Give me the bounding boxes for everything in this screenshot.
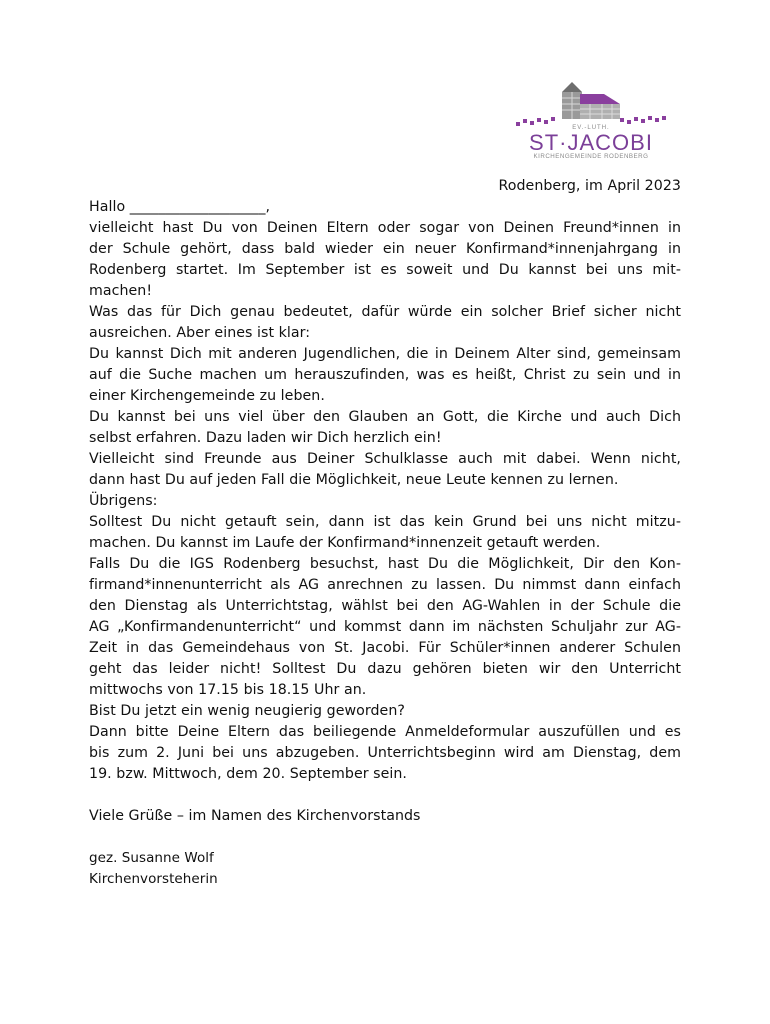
letter-body: [89, 176, 681, 890]
text-line: AG „Konfirmandenunterricht“ und kommst dann im nächsten Schuljahr zur AG-: [89, 619, 681, 635]
text-line: bis zum 2. Juni bei uns abzugeben. Unterrichtsbeginn wird am Dienstag, dem: [89, 745, 681, 761]
text-line: Rodenberg startet. Im September ist es soweit und Du kannst bei uns mit-: [89, 262, 681, 278]
text-line: Bist Du jetzt ein wenig neugierig geworden?: [89, 703, 405, 719]
text-line: Übrigens:: [89, 493, 158, 509]
logo-subtitle: KIRCHENGEMEINDE RODENBERG: [533, 153, 649, 160]
spacer: [89, 827, 681, 848]
text-line: Zeit in das Gemeindehaus von St. Jacobi. Für Schüler*innen anderer Schulen: [89, 640, 681, 656]
text-line: Du kannst bei uns viel über den Glauben an Gott, die Kirche und auch Dich: [89, 409, 681, 425]
signature-name: gez. Susanne Wolf: [89, 850, 214, 866]
text-line: Dann bitte Deine Eltern das beiliegende Anmeldeformular auszufüllen und es: [89, 724, 681, 740]
text-line: geht das leider nicht! Solltest Du dazu gehören bieten wir den Unterricht: [89, 661, 681, 677]
church-logo: [512, 78, 670, 164]
text-line: Vielleicht sind Freunde aus Deiner Schulklasse auch mit dabei. Wenn nicht,: [89, 451, 681, 467]
text-line: Solltest Du nicht getauft sein, dann ist das kein Grund bei uns nicht mitzu-: [89, 514, 681, 530]
text-line: einer Kirchengemeinde zu leben.: [89, 388, 325, 404]
church-building-icon: [512, 78, 670, 128]
text-line: selbst erfahren. Dazu laden wir Dich herzlich ein!: [89, 430, 442, 446]
text-line: machen!: [89, 283, 153, 299]
text-line: Du kannst Dich mit anderen Jugendlichen, die in Deinem Alter sind, gemeinsam: [89, 346, 681, 362]
text-line: vielleicht hast Du von Deinen Eltern oder sogar von Deinen Freund*innen in: [89, 220, 681, 236]
closing-line: Viele Grüße – im Namen des Kirchenvorstands: [89, 808, 421, 824]
text-line: dann hast Du auf jeden Fall die Möglichkeit, neue Leute kennen zu lernen.: [89, 472, 619, 488]
text-line: den Dienstag als Unterrichtstag, wählst bei den AG-Wahlen in der Schule die: [89, 598, 681, 614]
logo-name: ST·JACOBI: [529, 130, 653, 155]
text-line: mittwochs von 17.15 bis 18.15 Uhr an.: [89, 682, 367, 698]
text-line: Was das für Dich genau bedeutet, dafür würde ein solcher Brief sicher nicht: [89, 304, 681, 320]
spacer: [89, 785, 681, 806]
text-line: ausreichen. Aber eines ist klar:: [89, 325, 311, 341]
text-line: firmand*innenunterricht als AG anrechnen zu lassen. Du nimmst dann einfach: [89, 577, 681, 593]
text-line: Falls Du die IGS Rodenberg besuchst, hast Du die Möglichkeit, Dir den Kon-: [89, 556, 681, 572]
text-line: der Schule gehört, dass bald wieder ein neuer Konfirmand*innenjahrgang in: [89, 241, 681, 257]
logo-top-text: EV.-LUTH.: [572, 125, 610, 131]
text-line: machen. Du kannst im Laufe der Konfirmand*innenzeit getauft werden.: [89, 535, 601, 551]
text-line: 19. bzw. Mittwoch, dem 20. September sein.: [89, 766, 407, 782]
greeting: Hallo ___________________,: [89, 199, 271, 215]
signature-title: Kirchenvorsteherin: [89, 871, 218, 887]
text-line: auf die Suche machen um herauszufinden, was es heißt, Christ zu sein und in: [89, 367, 681, 383]
place-date: Rodenberg, im April 2023: [498, 178, 681, 194]
